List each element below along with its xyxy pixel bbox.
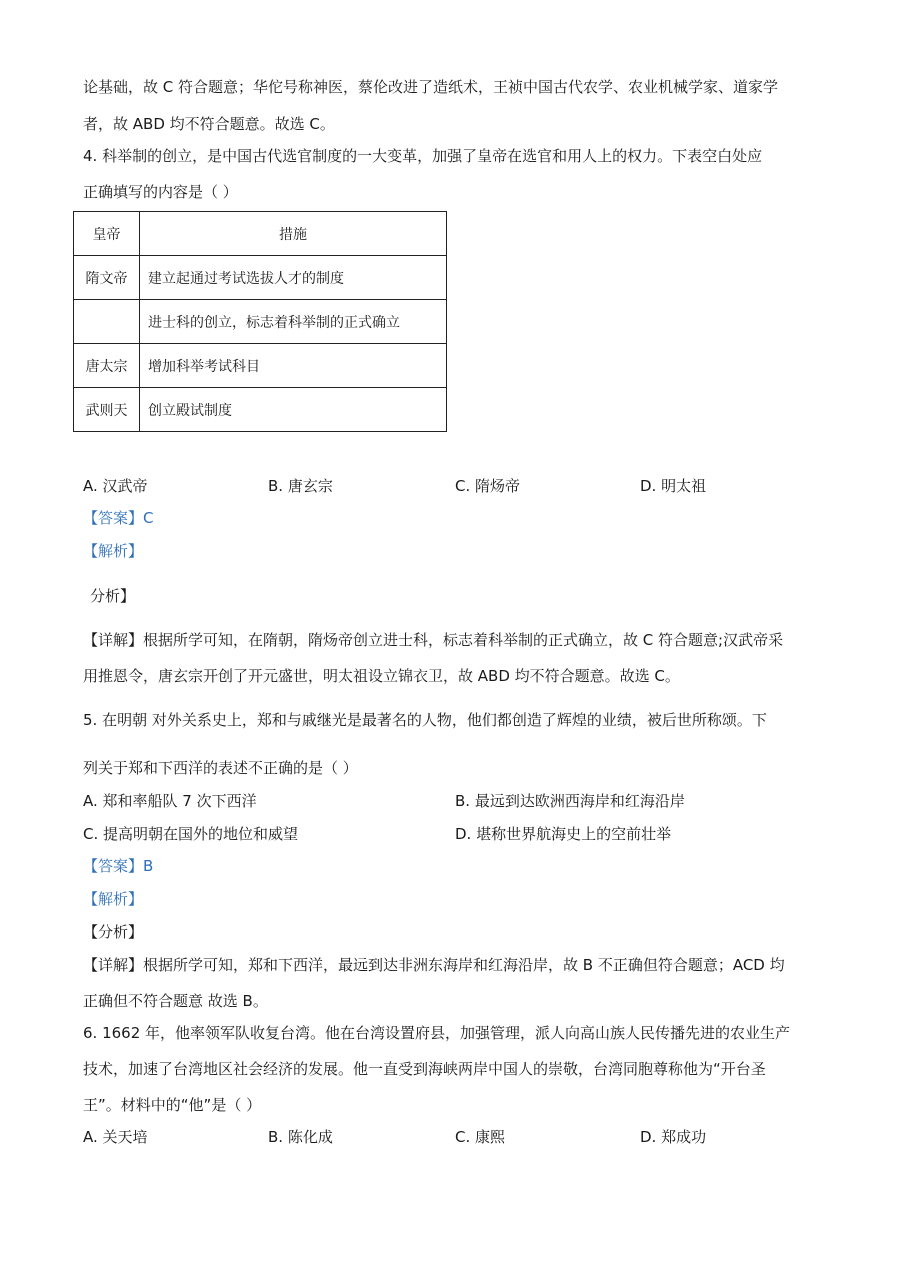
table-header-row	[74, 212, 447, 256]
q6-stem-line-3: 王”。材料中的“他”是（ ）	[83, 1096, 262, 1114]
q5-option-d: D. 堪称世界航海史上的空前壮举	[455, 825, 672, 843]
q4-option-d: D. 明太祖	[640, 477, 707, 495]
q5-detail-line-1: 【详解】根据所学可知，郑和下西洋，最远到达非洲东海岸和红海沿岸，故 B 不正确但符合题意；ACD 均	[83, 956, 785, 974]
q4-fenxi-label: 分析】	[90, 587, 136, 605]
table-row	[74, 344, 447, 388]
q5-answer: 【答案】B	[83, 857, 154, 875]
table-row	[74, 256, 447, 300]
prev-explanation-line-1: 论基础，故 C 符合题意；华佗号称神医，蔡伦改进了造纸术，王祯中国古代农学、农业机械学家、道家学	[83, 78, 779, 96]
q4-option-b: B. 唐玄宗	[268, 477, 333, 495]
table-cell-measure: 创立殿试制度	[140, 388, 447, 432]
q5-option-c: C. 提高明朝在国外的地位和威望	[83, 825, 299, 843]
q5-stem-line-2: 列关于郑和下西洋的表述不正确的是（ ）	[83, 759, 358, 777]
q6-option-a: A. 关天培	[83, 1128, 148, 1146]
table-header-measure: 措施	[140, 212, 447, 256]
q4-option-c: C. 隋炀帝	[455, 477, 521, 495]
table-cell-measure: 建立起通过考试选拔人才的制度	[140, 256, 447, 300]
table-cell-emperor: 唐太宗	[74, 344, 140, 388]
prev-explanation-line-2: 者，故 ABD 均不符合题意。故选 C。	[83, 115, 335, 133]
q4-detail-line-1: 【详解】根据所学可知，在隋朝，隋炀帝创立进士科，标志着科举制的正式确立，故 C 符合题意;汉武帝采	[83, 631, 784, 649]
table-cell-emperor: 隋文帝	[74, 256, 140, 300]
q5-option-a: A. 郑和率船队 7 次下西洋	[83, 792, 257, 810]
table-row	[74, 300, 447, 344]
q4-answer: 【答案】C	[83, 509, 154, 527]
table-cell-emperor-blank	[74, 300, 140, 344]
q5-fenxi-label: 【分析】	[83, 923, 144, 941]
q4-stem-line-1: 4. 科举制的创立，是中国古代选官制度的一大变革，加强了皇帝在选官和用人上的权力。下表空白处应	[83, 147, 763, 165]
table-cell-emperor: 武则天	[74, 388, 140, 432]
q5-option-b: B. 最远到达欧洲西海岸和红海沿岸	[455, 792, 685, 810]
q4-detail-line-2: 用推恩令，唐玄宗开创了开元盛世，明太祖设立锦衣卫，故 ABD 均不符合题意。故选 C。	[83, 667, 680, 685]
q6-option-d: D. 郑成功	[640, 1128, 707, 1146]
q5-detail-line-2: 正确但不符合题意 故选 B。	[83, 992, 268, 1010]
q6-stem-line-2: 技术，加速了台湾地区社会经济的发展。他一直受到海峡两岸中国人的崇敬，台湾同胞尊称他为“开台圣	[83, 1060, 766, 1078]
q6-option-b: B. 陈化成	[268, 1128, 333, 1146]
q5-stem-line-1: 5. 在明朝 对外关系史上，郑和与戚继光是最著名的人物，他们都创造了辉煌的业绩，被后世所称颂。下	[83, 711, 767, 729]
table-header-emperor: 皇帝	[74, 212, 140, 256]
table-cell-measure: 增加科举考试科目	[140, 344, 447, 388]
q5-analysis-label: 【解析】	[83, 890, 144, 908]
table-cell-measure: 进士科的创立，标志着科举制的正式确立	[140, 300, 447, 344]
q4-option-a: A. 汉武帝	[83, 477, 148, 495]
q6-option-c: C. 康熙	[455, 1128, 506, 1146]
q6-stem-line-1: 6. 1662 年，他率领军队收复台湾。他在台湾设置府县，加强管理，派人向高山族人民传播先进的农业生产	[83, 1024, 791, 1042]
table-row	[74, 388, 447, 432]
q4-analysis-label: 【解析】	[83, 542, 144, 560]
q4-stem-line-2: 正确填写的内容是（ ）	[83, 183, 238, 201]
q4-table	[73, 211, 447, 432]
